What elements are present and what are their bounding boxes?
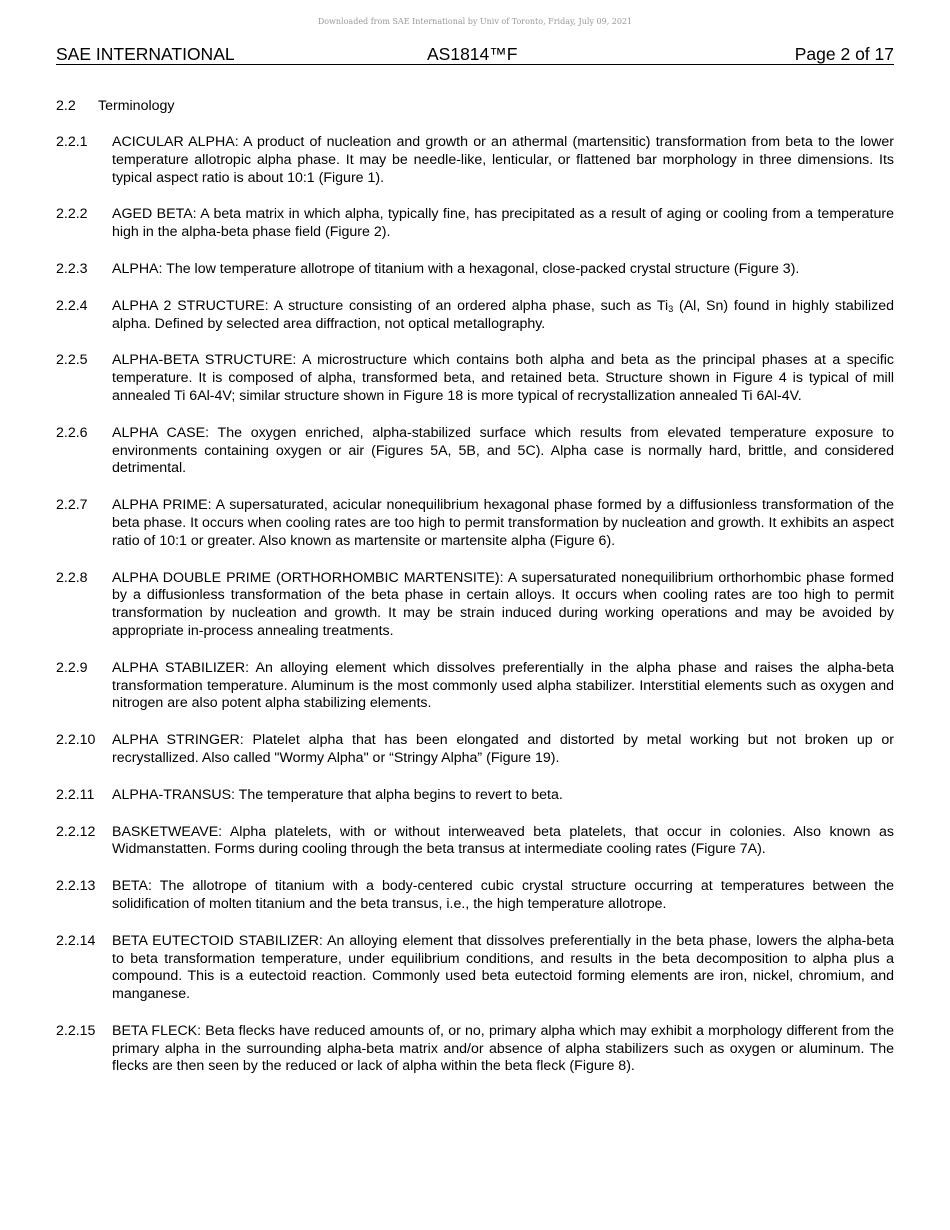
definition-number: 2.2.4 [56, 297, 88, 314]
definition-number: 2.2.9 [56, 659, 88, 676]
definition-number: 2.2.5 [56, 352, 88, 369]
header-document-id: AS1814™F [427, 44, 518, 64]
section-heading [56, 97, 175, 115]
definition-text: ALPHA PRIME: A supersaturated, acicular nonequilibrium hexagonal phase formed by a diffusionless transformation of the beta phase. It occurs when cooling rates are too high to permit transformation by nucleation and growth. It exhibits an aspect ratio of 10:1 or greater. Also known as martensite or martensite alpha (Figure 6). [112, 497, 894, 549]
definition-2-2-11 [56, 787, 894, 805]
definition-text: BASKETWEAVE: Alpha platelets, with or without interweaved beta platelets, that occur in colonies. Also known as Widmanstatten. Forms during cooling through the beta transus at intermediate cooling rates (Figure 7A). [112, 823, 894, 858]
definition-number: 2.2.14 [56, 932, 96, 949]
definition-text: BETA EUTECTOID STABILIZER: An alloying element that dissolves preferentially in the beta phase, lowers the alpha-beta to beta transformation temperature, under equilibrium conditions, and results in the beta decomposition to alpha plus a compound. This is a eutectoid reaction. Commonly used beta eutectoid forming elements are iron, nickel, chromium, and manganese. [112, 932, 894, 1003]
definition-2-2-9 [56, 660, 894, 713]
subscript: 3 [668, 303, 674, 314]
definition-2-2-10 [56, 732, 894, 768]
header-organization: SAE INTERNATIONAL [56, 44, 235, 64]
definition-text-part: ALPHA 2 STRUCTURE: A structure consisting of an ordered alpha phase, such as Ti [112, 297, 669, 314]
section-number: 2.2 [56, 98, 76, 114]
definition-number: 2.2.13 [56, 878, 96, 895]
definition-number: 2.2.1 [56, 134, 88, 150]
definition-number: 2.2.7 [56, 497, 88, 514]
definition-number: 2.2.6 [56, 424, 88, 441]
terminology-list [56, 134, 894, 1095]
definition-text: ALPHA: The low temperature allotrope of titanium with a hexagonal, close-packed crystal structure (Figure 3). [112, 260, 800, 277]
definition-text: ALPHA STABILIZER: An alloying element which dissolves preferentially in the alpha phase and raises the alpha-beta transformation temperature. Aluminum is the most commonly used alpha stabilizer. Interstitial elements such as oxygen and nitrogen are also potent alpha stabilizing elements. [112, 659, 894, 712]
definition-number: 2.2.2 [56, 206, 88, 223]
definition-2-2-7 [56, 497, 894, 550]
definition-number: 2.2.3 [56, 260, 88, 277]
definition-text-part: (Al, Sn) found in highly stabilized alpha. Defined by selected area diffraction, not optical metallography. [112, 297, 894, 332]
definition-number: 2.2.8 [56, 569, 88, 586]
definition-text [112, 298, 894, 334]
definition-2-2-12 [56, 824, 894, 860]
definition-2-2-4 [56, 298, 894, 334]
section-title: Terminology [98, 98, 175, 114]
definition-number: 2.2.12 [56, 823, 96, 840]
definition-2-2-14 [56, 933, 894, 1004]
definition-2-2-5 [56, 352, 894, 405]
definition-text: ALPHA CASE: The oxygen enriched, alpha-stabilized surface which results from elevated temperature exposure to environments containing oxygen or air (Figures 5A, 5B, and 5C). Alpha case is normally hard, brittle, and considered detrimental. [112, 424, 894, 477]
definition-text: ACICULAR ALPHA: A product of nucleation and growth or an athermal (martensitic) transformation from beta to the lower temperature allotropic alpha phase. It may be needle-like, lenticular, or flattened bar morphology in three dimensions. Its typical aspect ratio is about 10:1 (Figure 1). [112, 134, 894, 186]
definition-text: ALPHA DOUBLE PRIME (ORTHORHOMBIC MARTENSITE): A supersaturated nonequilibrium orthorhombic phase formed by a diffusionless transformation of the beta phase in certain alloys. It occurs when cooling rates are too high to permit transformation by nucleation and growth. It may be strain induced during working operations and may be avoided by appropriate in-process annealing treatments. [112, 569, 894, 639]
download-watermark: Downloaded from SAE International by Univ of Toronto, Friday, July 09, 2021 [317, 17, 633, 26]
definition-number: 2.2.10 [56, 732, 96, 749]
definition-text: ALPHA-TRANSUS: The temperature that alpha begins to revert to beta. [112, 786, 563, 803]
definition-number: 2.2.11 [56, 786, 95, 803]
definition-text: BETA: The allotrope of titanium with a body-centered cubic crystal structure occurring at temperatures between the solidification of molten titanium and the beta transus, i.e., the high temperature allotrope. [112, 878, 894, 912]
definition-2-2-15 [56, 1023, 894, 1076]
definition-text: AGED BETA: A beta matrix in which alpha, typically fine, has precipitated as a result of aging or cooling from a temperature high in the alpha-beta phase field (Figure 2). [112, 206, 894, 241]
definition-text: ALPHA STRINGER: Platelet alpha that has been elongated and distorted by metal working but not broken up or recrystallized. Also called "Wormy Alpha" or “Stringy Alpha” (Figure 19). [112, 732, 894, 766]
definition-2-2-13 [56, 878, 894, 914]
definition-number: 2.2.15 [56, 1022, 96, 1039]
definition-2-2-3 [56, 261, 894, 279]
definition-2-2-1 [56, 134, 894, 187]
header-page-number: Page 2 of 17 [794, 44, 894, 64]
definition-2-2-8 [56, 570, 894, 641]
definition-text: ALPHA-BETA STRUCTURE: A microstructure which contains both alpha and beta as the principal phases at a specific temperature. It is composed of alpha, transformed beta, and retained beta. Structure shown in Figure 4 is typical of mill annealed Ti 6Al-4V; similar structure shown in Figure 18 is more typical of recrystallization annealed Ti 6Al-4V. [112, 352, 894, 404]
definition-2-2-6 [56, 425, 894, 478]
definition-text: BETA FLECK: Beta flecks have reduced amounts of, or no, primary alpha which may exhibit a morphology different from the primary alpha in the surrounding alpha-beta matrix and/or absence of alpha stabilizers such as oxygen or aluminum. The flecks are then seen by the reduced or lack of alpha within the beta fleck (Figure 8). [112, 1022, 894, 1075]
definition-2-2-2 [56, 206, 894, 242]
page-header [56, 44, 894, 65]
